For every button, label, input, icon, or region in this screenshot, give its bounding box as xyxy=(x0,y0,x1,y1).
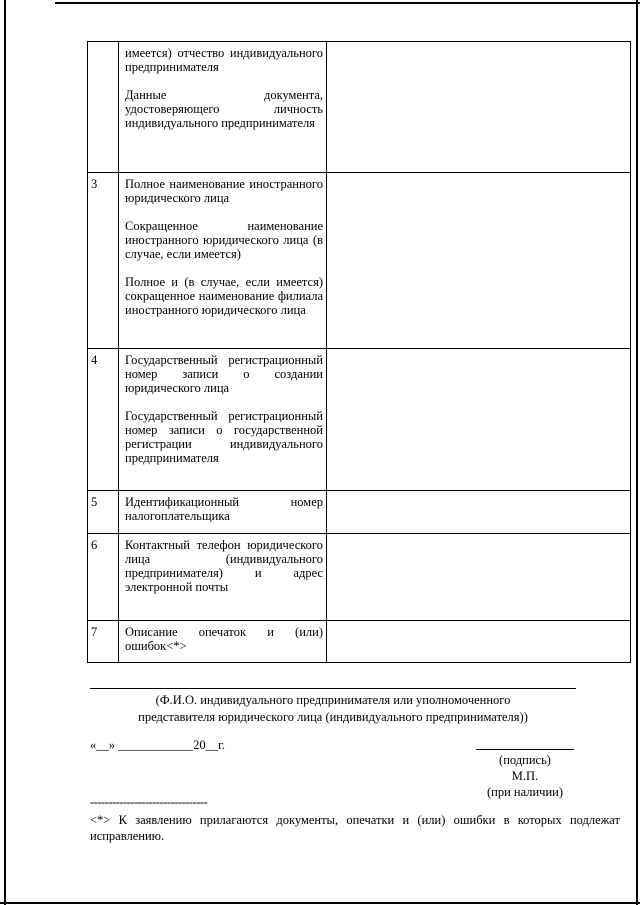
table-row xyxy=(88,491,631,534)
field-label: Государственный регистрационный номер записи о создании юридического лица xyxy=(125,353,323,395)
row-number-cell: 5 xyxy=(88,491,119,534)
field-value-cell[interactable] xyxy=(327,42,631,173)
stamp-note: (при наличии) xyxy=(486,785,564,799)
row-number-cell: 4 xyxy=(88,349,119,491)
table-row xyxy=(88,534,631,621)
field-label-cell xyxy=(119,42,327,173)
row-number-cell: 6 xyxy=(88,534,119,621)
field-value-cell[interactable] xyxy=(327,173,631,349)
field-value-cell[interactable] xyxy=(327,621,631,663)
caption-line: представителя юридического лица (индивидуального предпринимателя)) xyxy=(138,710,528,724)
field-label: Полное и (в случае, если имеется) сокращенное наименование филиала иностранного юридического лица xyxy=(125,275,323,317)
signature-label: (подпись) xyxy=(499,753,551,767)
field-label-cell xyxy=(119,534,327,621)
field-label: имеется) отчество индивидуального предпринимателя xyxy=(125,46,323,74)
field-label-cell xyxy=(119,173,327,349)
field-value-cell[interactable] xyxy=(327,491,631,534)
page-bottom-border xyxy=(0,902,640,904)
field-label: Идентификационный номер налогоплательщика xyxy=(125,495,323,523)
field-label: Государственный регистрационный номер записи о государственной регистрации индивидуального предпринимателя xyxy=(125,409,323,465)
field-value-cell[interactable] xyxy=(327,349,631,491)
table-row xyxy=(88,349,631,491)
footnote-separator: -------------------------------- xyxy=(90,795,208,809)
date-field[interactable]: «__» ____________20__г. xyxy=(90,738,225,752)
field-label: Данные документа, удостоверяющего личность индивидуального предпринимателя xyxy=(125,88,323,130)
page-top-border xyxy=(55,2,640,4)
signature-block xyxy=(470,752,580,800)
page-left-border xyxy=(4,0,6,905)
name-signature-line[interactable] xyxy=(90,688,576,689)
signature-line[interactable] xyxy=(476,749,574,750)
field-label-cell xyxy=(119,349,327,491)
row-number-cell: 7 xyxy=(88,621,119,663)
application-form-table xyxy=(87,41,631,663)
stamp-label: М.П. xyxy=(511,769,539,783)
field-label: Контактный телефон юридического лица (индивидуального предпринимателя) и адрес электронной почты xyxy=(125,538,323,594)
row-number-cell xyxy=(88,42,119,173)
page-right-border xyxy=(636,0,638,905)
field-label: Описание опечаток и (или) ошибок<*> xyxy=(125,625,323,653)
table-row xyxy=(88,621,631,663)
name-signature-caption xyxy=(90,692,576,726)
caption-line: (Ф.И.О. индивидуального предпринимателя или уполномоченного xyxy=(155,693,511,707)
field-value-cell[interactable] xyxy=(327,534,631,621)
table-row xyxy=(88,42,631,173)
footnote-text: <*> К заявлению прилагаются документы, опечатки и (или) ошибки в которых подлежат исправлению. xyxy=(90,813,620,843)
table-row xyxy=(88,173,631,349)
field-label-cell xyxy=(119,621,327,663)
field-label-cell xyxy=(119,491,327,534)
field-label: Сокращенное наименование иностранного юридического лица (в случае, если имеется) xyxy=(125,219,323,261)
row-number-cell: 3 xyxy=(88,173,119,349)
field-label: Полное наименование иностранного юридического лица xyxy=(125,177,323,205)
